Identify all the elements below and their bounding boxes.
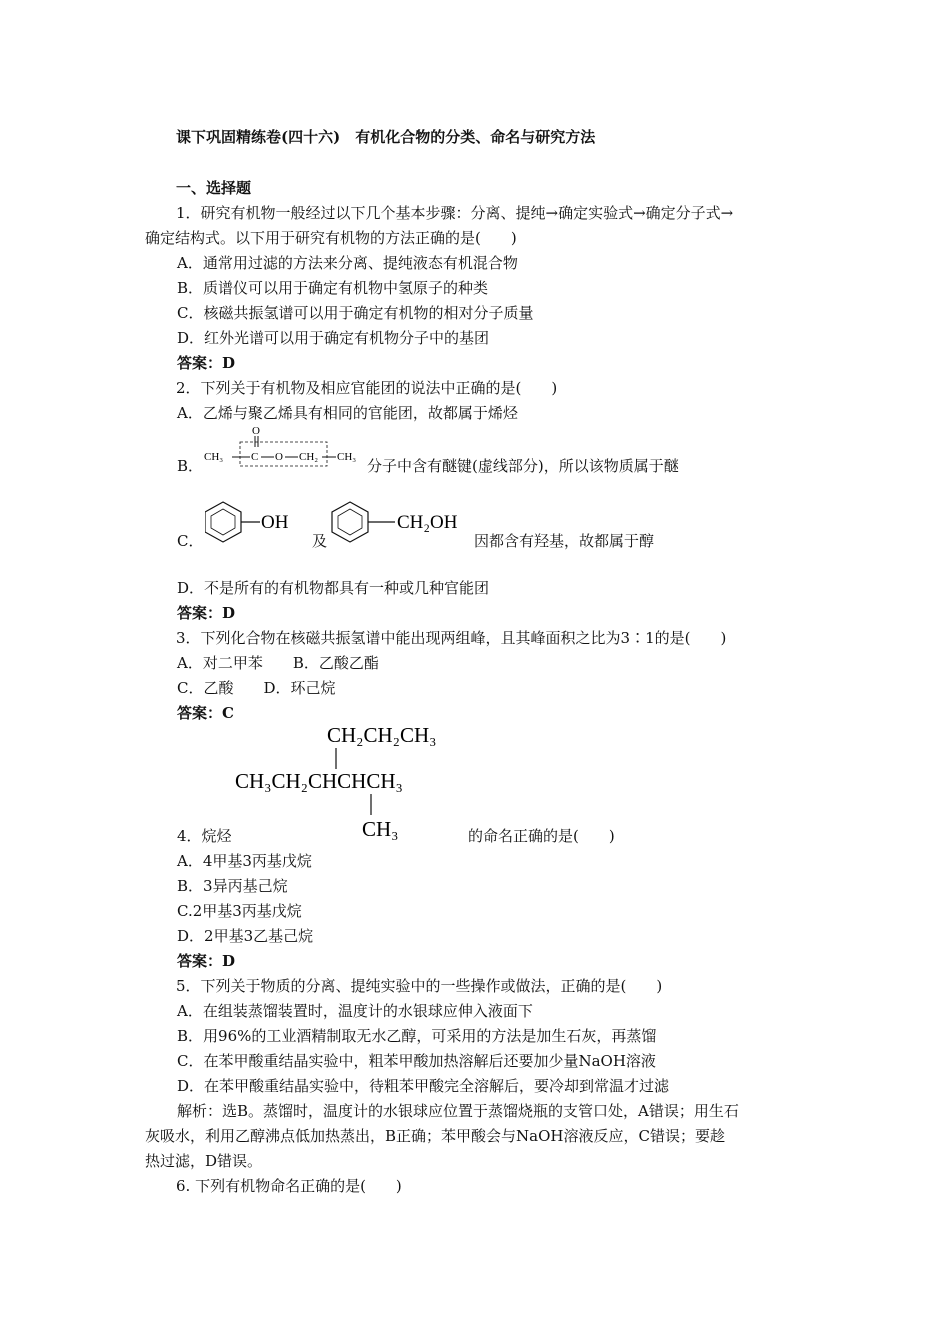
q2-option-b-text: 分子中含有醚键(虚线部分)，所以该物质属于醚 [367,457,679,475]
q5-option-c: C．在苯甲酸重结晶实验中，粗苯甲酸加热溶解后还要加少量NaOH溶液 [177,1052,656,1070]
q3-options-cd: C．乙酸 D．环己烷 [177,679,336,697]
q3-stem: 3．下列化合物在核磁共振氢谱中能出现两组峰，且其峰面积之比为3∶1的是( ) [176,629,727,647]
phenol-oh-label: OH [261,512,289,533]
q2-option-d: D．不是所有的有机物都具有一种或几种官能团 [177,579,490,597]
q4-stem-post: 的命名正确的是( ) [468,827,615,845]
methyl-right-label: CH₃ [337,451,357,463]
benzyl-ch2oh-label: CH₂OH [397,512,458,533]
alkane-structure-diagram [230,718,480,848]
carbonyl-oxygen-label: O [252,425,260,437]
q2-option-b-label: B． [177,457,204,475]
q1-option-d: D．红外光谱可以用于确定有机物分子中的基团 [177,329,490,347]
methyl-left-label: CH₃ [204,451,224,463]
page-title: 课下巩固精练卷(四十六) 有机化合物的分类、命名与研究方法 [176,128,596,146]
benzene-ring-1 [205,502,241,542]
q4-option-b: B．3异丙基己烷 [177,877,288,895]
q1-stem-line2: 确定结构式。以下用于研究有机物的方法正确的是( ) [145,229,517,247]
q2-option-c-label: C． [177,532,204,550]
q5-option-d: D．在苯甲酸重结晶实验中，待粗苯甲酸完全溶解后，要冷却到常温才过滤 [177,1077,670,1095]
benzene-ring-2 [332,502,368,542]
q3-answer: 答案：C [177,704,234,722]
q4-option-d: D．2甲基3乙基己烷 [177,927,314,945]
q2-answer: 答案：D [177,604,236,622]
q5-option-b: B．用96%的工业酒精制取无水乙醇，可采用的方法是加生石灰，再蒸馏 [177,1027,657,1045]
q5-explanation-line3: 热过滤，D错误。 [145,1152,263,1170]
q1-stem-line1: 1．研究有机物一般经过以下几个基本步骤：分离、提纯→确定实验式→确定分子式→ [176,204,734,222]
q4-answer: 答案：D [177,952,236,970]
q5-explanation-line2: 灰吸水，利用乙醇沸点低加热蒸出，B正确；苯甲酸会与NaOH溶液反应，C错误；要趁 [145,1127,725,1145]
phenol-benzyl-alcohol-diagram [205,500,475,550]
q4-option-c: C.2甲基3丙基戊烷 [177,902,302,920]
q4-option-a: A．4甲基3丙基戊烷 [177,852,312,870]
main-chain-label: CH₃CH₂CHCHCH₃ [235,769,403,793]
q4-stem-pre: 4．烷烃 [177,827,232,845]
q2-stem: 2．下列关于有机物及相应官能团的说法中正确的是( ) [176,379,558,397]
q1-option-c: C．核磁共振氢谱可以用于确定有机物的相对分子质量 [177,304,534,322]
q5-option-a: A．在组装蒸馏装置时，温度计的水银球应伸入液面下 [177,1002,533,1020]
q2-option-c-and: 及 [312,532,328,550]
q1-option-b: B．质谱仪可以用于确定有机物中氢原子的种类 [177,279,489,297]
ether-oxygen-label: O [275,451,283,463]
propyl-branch-label: CH₂CH₂CH₃ [327,723,437,747]
q1-answer: 答案：D [177,354,236,372]
q2-option-a: A．乙烯与聚乙烯具有相同的官能团，故都属于烯烃 [177,404,518,422]
q1-option-a: A．通常用过滤的方法来分离、提纯液态有机混合物 [177,254,518,272]
section-heading: 一、选择题 [176,179,252,197]
q6-stem: 6. 下列有机物命名正确的是( ) [176,1177,402,1195]
q5-explanation-line1: 解析：选B。蒸馏时，温度计的水银球应位置于蒸馏烧瓶的支管口处，A错误；用生石 [177,1102,739,1120]
carbon-label: C [251,451,259,463]
methylene-label: CH₂ [299,451,319,463]
ester-structure-diagram [202,420,367,470]
q5-stem: 5．下列关于物质的分离、提纯实验中的一些操作或做法，正确的是( ) [176,977,663,995]
methyl-branch-label: CH₃ [362,817,399,841]
q3-options-ab: A．对二甲苯 B．乙酸乙酯 [177,654,379,672]
q2-option-c-text: 因都含有羟基，故都属于醇 [474,532,655,550]
